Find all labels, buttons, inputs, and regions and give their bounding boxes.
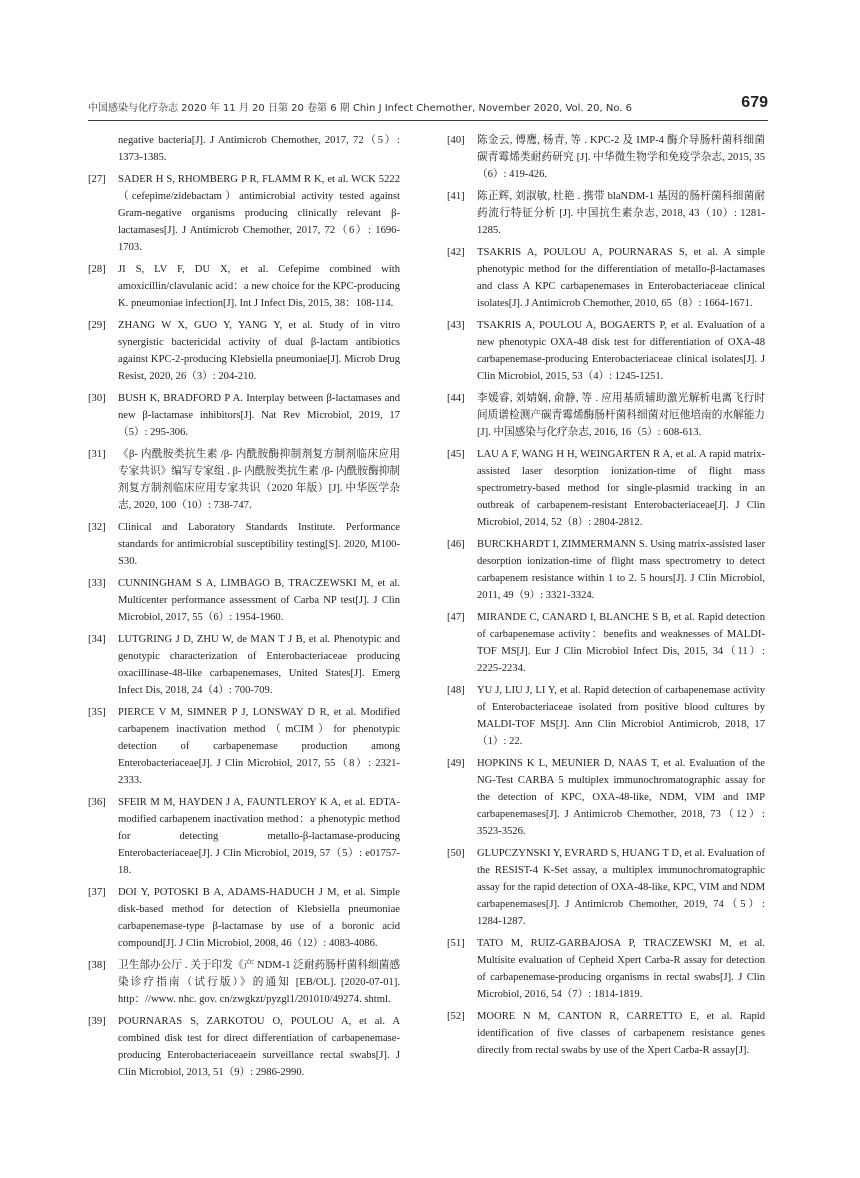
reference-item <box>88 957 400 1008</box>
reference-text: HOPKINS K L, MEUNIER D, NAAS T, et al. Evaluation of the NG-Test CARBA 5 multiplex immunochromatographic assay for the detection of KPC, OXA-48-like, NDM, VIM and IMP carbapenemases[J]. J Antimicrob Chemother, 2018, 73（12）: 3523-3526. <box>477 758 765 837</box>
reference-number: [40] <box>447 135 465 146</box>
reference-item <box>88 794 400 879</box>
reference-number: [41] <box>447 191 465 202</box>
reference-item <box>88 631 400 699</box>
running-header <box>88 96 768 121</box>
reference-item <box>447 609 765 677</box>
reference-number: [38] <box>88 960 106 971</box>
reference-text: Clinical and Laboratory Standards Institute. Performance standards for antimicrobial susceptibility testing[S]. 2020, M100-S30. <box>118 522 400 567</box>
reference-text: CUNNINGHAM S A, LIMBAGO B, TRACZEWSKI M, et al. Multicenter performance assessment of Carba NP test[J]. J Clin Microbiol, 2017, 55（6）: 1954-1960. <box>118 578 400 623</box>
reference-number: [27] <box>88 174 106 185</box>
reference-number: [37] <box>88 887 106 898</box>
reference-text: 卫生部办公厅 . 关于印发《产 NDM-1 泛耐药肠杆菌科细菌感染诊疗指南（试行版）》的通知 [EB/OL]. [2020-07-01]. http：//www. nhc. gov. cn/zwgkzt/pyzgl1/201010/49274. shtml. <box>118 960 400 1005</box>
reference-number: [39] <box>88 1016 106 1027</box>
reference-text: MOORE N M, CANTON R, CARRETTO E, et al. Rapid identification of five classes of carbapenem resistance genes directly from rectal swabs by use of the Xpert Carba-R assay[J]. <box>477 1011 765 1056</box>
reference-text: BURCKHARDT I, ZIMMERMANN S. Using matrix-assisted laser desorption ionization-time of flight mass spectrometry to detect carbapenem resistance within 1 to 2. 5 hours[J]. J Clin Microbiol, 2011, 49（9）: 3321-3324. <box>477 539 765 601</box>
reference-number: [32] <box>88 522 106 533</box>
reference-text: 陈正辉, 刘淑敏, 杜艳 . 携带 blaNDM-1 基因的肠杆菌科细菌耐药流行特征分析 [J]. 中国抗生素杂志, 2018, 43（10）: 1281-1285. <box>477 191 765 236</box>
reference-text: LUTGRING J D, ZHU W, de MAN T J B, et al. Phenotypic and genotypic characterization of Enterobacteriaceae producing oxacillinase-48-like carbapenemases, United States[J]. Emerg Infect Dis, 2018, 24（4）: 700-709. <box>118 634 400 696</box>
reference-text: PIERCE V M, SIMNER P J, LONSWAY D R, et al. Modified carbapenem inactivation method（mCIM）for phenotypic detection of carbapenemase production among Enterobacteriaceae[J]. J Clin Microbiol, 2017, 55（8）: 2321-2333. <box>118 707 400 786</box>
reference-item <box>88 519 400 570</box>
reference-text: YU J, LIU J, LI Y, et al. Rapid detection of carbapenemase activity of Enterobacteriaceae isolated from positive blood cultures by MALDI-TOF MS[J]. Ann Clin Microbiol Antimicrob, 2018, 17（1）: 22. <box>477 685 765 747</box>
reference-text: 李媛睿, 刘婧娴, 俞静, 等 . 应用基质辅助激光解析电离飞行时间质谱检测产碳青霉烯酶肠杆菌科细菌对厄他培南的水解能力 [J]. 中国感染与化疗杂志, 2016, 16（5）: 608-613. <box>477 393 765 438</box>
reference-item <box>447 132 765 183</box>
reference-number: [52] <box>447 1011 465 1022</box>
reference-number: [47] <box>447 612 465 623</box>
reference-number: [50] <box>447 848 465 859</box>
reference-number: [45] <box>447 449 465 460</box>
reference-text: BUSH K, BRADFORD P A. Interplay between β-lactamases and new β-lactamase inhibitors[J]. Nat Rev Microbiol, 2019, 17（5）: 295-306. <box>118 393 400 438</box>
reference-item <box>447 390 765 441</box>
page-number: 679 <box>741 94 768 111</box>
reference-text: TSAKRIS A, POULOU A, BOGAERTS P, et al. Evaluation of a new phenotypic OXA-48 disk test for differentiation of OXA-48 carbapenemase-producing Enterobacteriaceae clinical isolates[J]. J Clin Microbiol, 2015, 53（4）: 1245-1251. <box>477 320 765 382</box>
left-reference-column <box>88 132 400 1086</box>
reference-text: negative bacteria[J]. J Antimicrob Chemother, 2017, 72（5）: 1373-1385. <box>118 135 400 163</box>
reference-item <box>447 536 765 604</box>
reference-number: [33] <box>88 578 106 589</box>
reference-number: [28] <box>88 264 106 275</box>
reference-item <box>447 755 765 840</box>
reference-text: SFEIR M M, HAYDEN J A, FAUNTLEROY K A, et al. EDTA-modified carbapenem inactivation method：a phenotypic method for detecting metallo-β-lactamase-producing Enterobacteriaceae[J]. J Clin Microbiol, 2019, 57（5）: e01757-18. <box>118 797 400 876</box>
reference-text: DOI Y, POTOSKI B A, ADAMS-HADUCH J M, et al. Simple disk-based method for detection of Klebsiella pneumoniae carbapenemase-type β-lactamase by use of a boronic acid compound[J]. J Clin Microbiol, 2008, 46（12）: 4083-4086. <box>118 887 400 949</box>
reference-text: MIRANDE C, CANARD I, BLANCHE S B, et al. Rapid detection of carbapenemase activity：benefits and weaknesses of MALDI-TOF MS[J]. Eur J Clin Microbiol Infect Dis, 2015, 34（11）: 2225-2234. <box>477 612 765 674</box>
reference-text: TSAKRIS A, POULOU A, POURNARAS S, et al. A simple phenotypic method for the differentiation of metallo-β-lactamases and class A KPC carbapenemases in Enterobacteriaceae clinical isolates[J]. J Antimicrob Chemother, 2010, 65（8）: 1664-1671. <box>477 247 765 309</box>
reference-item <box>88 446 400 514</box>
reference-item <box>447 845 765 930</box>
reference-text: TATO M, RUIZ-GARBAJOSA P, TRACZEWSKI M, et al. Multisite evaluation of Cepheid Xpert Carba-R assay for detection of carbapenemase-producing organisms in rectal swabs[J]. J Clin Microbiol, 2016, 54（7）: 1814-1819. <box>477 938 765 1000</box>
reference-text: GLUPCZYNSKI Y, EVRARD S, HUANG T D, et al. Evaluation of the RESIST-4 K-Set assay, a multiplex immunochromatographic assay for the rapid detection of OXA-48-like, KPC, VIM and NDM carbapenemases[J]. J Antimicrob Chemother, 2019, 74（5）: 1284-1287. <box>477 848 765 927</box>
reference-number: [31] <box>88 449 106 460</box>
reference-number: [35] <box>88 707 106 718</box>
reference-item <box>88 884 400 952</box>
reference-text: 陈金云, 傅鹰, 杨青, 等 . KPC-2 及 IMP-4 酶介导肠杆菌科细菌碳青霉烯类耐药研究 [J]. 中华微生物学和免疫学杂志, 2015, 35（6）: 419-426. <box>477 135 765 180</box>
reference-item <box>88 704 400 789</box>
reference-item <box>447 935 765 1003</box>
journal-citation-line: 中国感染与化疗杂志 2020 年 11 月 20 日第 20 卷第 6 期 Chin J Infect Chemother, November 2020, Vol. 20, No. 6 <box>88 103 633 114</box>
reference-number: [30] <box>88 393 106 404</box>
reference-item <box>447 1008 765 1059</box>
right-reference-column <box>447 132 765 1064</box>
reference-number: [49] <box>447 758 465 769</box>
reference-item <box>447 682 765 750</box>
reference-item <box>88 261 400 312</box>
reference-number: [44] <box>447 393 465 404</box>
reference-number: [51] <box>447 938 465 949</box>
reference-number: [34] <box>88 634 106 645</box>
reference-item <box>447 188 765 239</box>
reference-item <box>447 446 765 531</box>
reference-text: SADER H S, RHOMBERG P R, FLAMM R K, et al. WCK 5222（cefepime/zidebactam）antimicrobial activity tested against Gram-negative organisms producing clinically relevant β-lactamases[J]. J Antimicrob Chemother, 2017, 72（6）: 1696-1703. <box>118 174 400 253</box>
reference-item <box>447 244 765 312</box>
reference-item <box>88 317 400 385</box>
reference-item <box>88 1013 400 1081</box>
reference-item <box>88 390 400 441</box>
reference-text: LAU A F, WANG H H, WEINGARTEN R A, et al. A rapid matrix-assisted laser desorption ionization-time of flight mass spectrometry-based method for single-plasmid tracking in an outbreak of carbapenem-resistant Enterobacteriaceae[J]. J Clin Microbiol, 2014, 52（8）: 2804-2812. <box>477 449 765 528</box>
reference-text: ZHANG W X, GUO Y, YANG Y, et al. Study of in vitro synergistic bactericidal activity of dual β-lactam antibiotics against KPC-2-producing Klebsiella pneumoniae[J]. Microb Drug Resist, 2020, 26（3）: 204-210. <box>118 320 400 382</box>
reference-number: [36] <box>88 797 106 808</box>
reference-item <box>88 171 400 256</box>
reference-number: [29] <box>88 320 106 331</box>
reference-text: 《β- 内酰胺类抗生素 /β- 内酰胺酶抑制剂复方制剂临床应用专家共识》编写专家组 . β- 内酰胺类抗生素 /β- 内酰胺酶抑制剂复方制剂临床应用专家共识（2020 年版）[J]. 中华医学杂志, 2020, 100（10）: 738-747. <box>118 449 400 511</box>
reference-number: [46] <box>447 539 465 550</box>
reference-number: [43] <box>447 320 465 331</box>
reference-text: POURNARAS S, ZARKOTOU O, POULOU A, et al. A combined disk test for direct differentiation of carbapenemase-producing Enterobacteriaceaein surveillance rectal swabs[J]. J Clin Microbiol, 2013, 51（9）: 2986-2990. <box>118 1016 400 1078</box>
reference-text: JI S, LV F, DU X, et al. Cefepime combined with amoxicillin/clavulanic acid：a new choice for the KPC-producing K. pneumoniae infection[J]. Int J Infect Dis, 2015, 38：108-114. <box>118 264 400 309</box>
reference-number: [42] <box>447 247 465 258</box>
reference-item <box>447 317 765 385</box>
reference-item <box>88 575 400 626</box>
continued-reference <box>88 132 400 166</box>
reference-number: [48] <box>447 685 465 696</box>
